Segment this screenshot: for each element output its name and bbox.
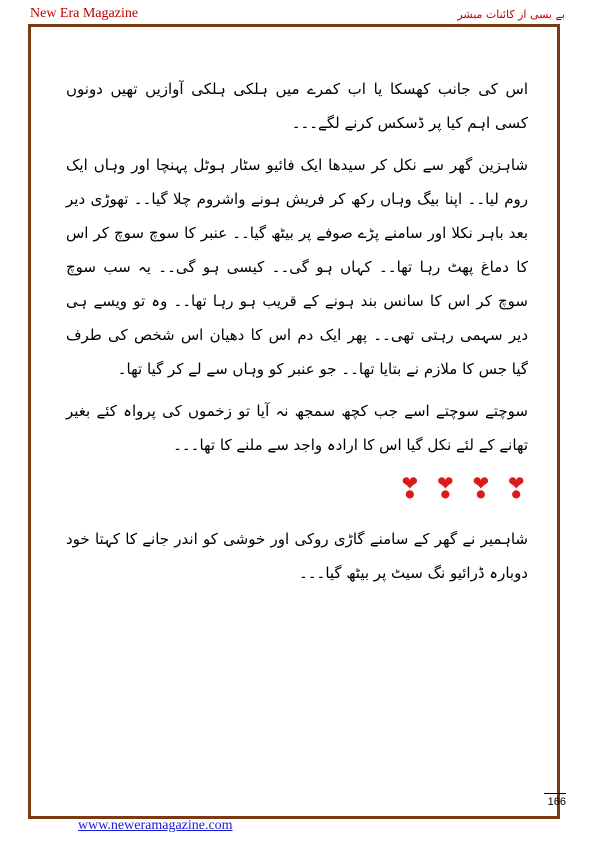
heart-exclamation-icon: ❣ [398,472,422,505]
header-novel-title: بے بسی از کائنات مبشر [457,8,565,21]
heart-exclamation-icon: ❣ [504,472,528,505]
heart-exclamation-icon: ❣ [469,472,493,505]
footer-website-link[interactable]: www.neweramagazine.com [78,818,233,833]
paragraph-3: سوچتے سوچتے اسے جب کچھ سمجھ نہ آیا تو زخموں کی پرواہ کئے بغیر تھانے کے لئے نکل گیا اس کا ارادہ واجد سے ملنے کا تھا۔۔۔ [66,402,528,454]
page-content [66,72,528,598]
heart-separator [66,472,528,505]
paragraph-4: شاہمیر نے گھر کے سامنے گاڑی روکی اور خوشی کو اندر جانے کا کہتا خود دوبارہ ڈرائیو نگ سیٹ پر بیٹھ گیا۔۔۔ [66,530,528,582]
page-number: 166 [544,793,566,808]
heart-exclamation-icon: ❣ [433,472,458,505]
header-magazine-name: New Era Magazine [30,6,139,21]
paragraph-2: شاہزین گھر سے نکل کر سیدھا ایک فائیو سٹار ہوٹل پہنچا اور وہاں ایک روم لیا۔۔ اپنا بیگ وہاں رکھ کر فریش ہونے واشروم چلا گیا۔۔ تھوڑی دیر بعد باہر نکلا اور سامنے پڑے صوفے پر بیٹھ گیا۔۔ عنبر کا سوچ سوچ کر اس کا دماغ پھٹ رہا تھا۔۔ کہاں ہو گی۔۔ کیسی ہو گی۔۔ یہ سب سوچ سوچ کر اس کا سانس بند ہونے کے قریب ہو رہا تھا۔۔ وہ تو ویسے ہی دیر سہمی رہتی تھی۔۔ پھر ایک دم اس کا دھیان اس شخص کی طرف گیا جس کا ملازم نے بتایا تھا۔۔ جو عنبر کو وہاں سے لے کر گیا تھا۔ [66,156,528,378]
paragraph-1: اس کی جانب کھسکا یا اب کمرے میں ہلکی ہلکی آوازیں تھیں دونوں کسی اہم کیا پر ڈسکس کرنے لگے۔۔۔ [66,80,528,132]
